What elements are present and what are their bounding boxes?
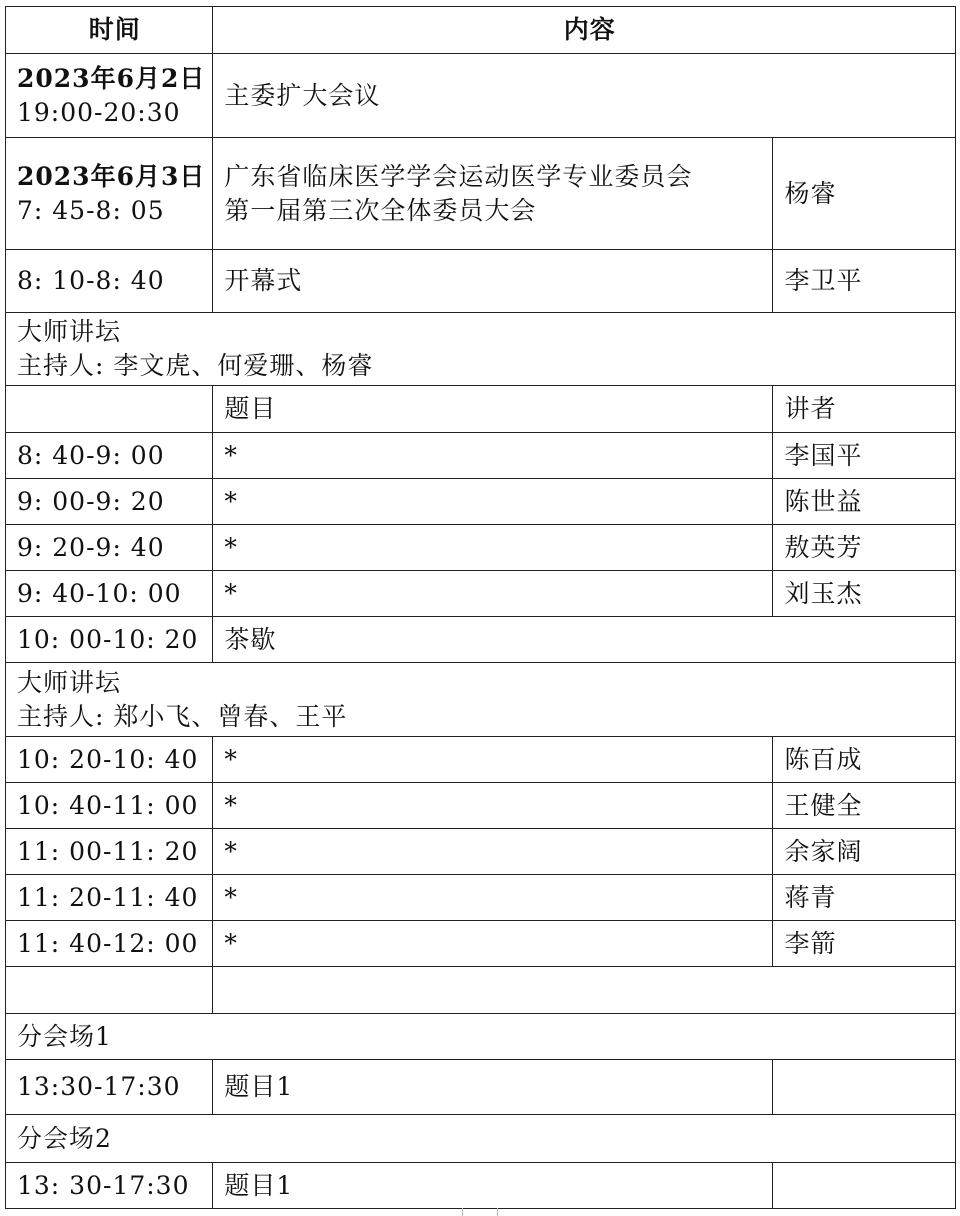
table-row bbox=[6, 54, 956, 138]
title-line: 第一届第三次全体委员大会 bbox=[224, 195, 537, 225]
spacer-row bbox=[6, 967, 956, 1014]
table-row bbox=[6, 737, 956, 783]
empty-cell bbox=[6, 386, 213, 433]
topic-cell: * bbox=[213, 921, 773, 967]
section-row bbox=[6, 663, 956, 737]
date-text: 2023年6月3日 bbox=[17, 161, 206, 191]
table-row bbox=[6, 1163, 956, 1209]
page-edge-mark bbox=[462, 1208, 463, 1216]
section-title: 大师讲坛 bbox=[17, 317, 122, 346]
time-cell: 11: 40-12: 00 bbox=[6, 921, 213, 967]
page-edge-mark bbox=[497, 1208, 498, 1216]
break-label: 茶歇 bbox=[213, 617, 956, 663]
table-row bbox=[6, 479, 956, 525]
speaker-cell: 李箭 bbox=[773, 921, 956, 967]
time-cell: 10: 20-10: 40 bbox=[6, 737, 213, 783]
table-row bbox=[6, 433, 956, 479]
table-row bbox=[6, 921, 956, 967]
topic-cell: * bbox=[213, 479, 773, 525]
topic-cell: * bbox=[213, 571, 773, 617]
header-time: 时间 bbox=[6, 7, 213, 54]
content-cell: 主委扩大会议 bbox=[213, 54, 956, 138]
time-cell: 9: 40-10: 00 bbox=[6, 571, 213, 617]
content-cell bbox=[213, 138, 773, 250]
speaker-cell: 蒋青 bbox=[773, 875, 956, 921]
branch-title: 分会场1 bbox=[6, 1014, 956, 1060]
time-cell bbox=[6, 54, 213, 138]
branch-row bbox=[6, 1014, 956, 1060]
topic-header: 题目 bbox=[213, 386, 773, 433]
table-row bbox=[6, 875, 956, 921]
time-cell: 13: 30-17:30 bbox=[6, 1163, 213, 1209]
schedule-table bbox=[5, 6, 956, 1209]
branch-row bbox=[6, 1115, 956, 1163]
time-cell: 13:30-17:30 bbox=[6, 1060, 213, 1115]
topic-cell: * bbox=[213, 875, 773, 921]
table-row bbox=[6, 525, 956, 571]
time-cell: 8: 10-8: 40 bbox=[6, 250, 213, 313]
topic-cell: * bbox=[213, 525, 773, 571]
table-row bbox=[6, 829, 956, 875]
time-cell: 10: 00-10: 20 bbox=[6, 617, 213, 663]
table-row bbox=[6, 783, 956, 829]
subheader-row bbox=[6, 386, 956, 433]
speaker-cell: 杨睿 bbox=[773, 138, 956, 250]
topic-cell: 题目1 bbox=[213, 1060, 773, 1115]
topic-cell: * bbox=[213, 433, 773, 479]
topic-cell: 题目1 bbox=[213, 1163, 773, 1209]
section-cell bbox=[6, 313, 956, 386]
time-text: 7: 45-8: 05 bbox=[17, 195, 165, 225]
time-cell: 10: 40-11: 00 bbox=[6, 783, 213, 829]
section-row bbox=[6, 313, 956, 386]
speaker-header: 讲者 bbox=[773, 386, 956, 433]
topic-cell: * bbox=[213, 829, 773, 875]
section-hosts: 主持人: 李文虎、何爱珊、杨睿 bbox=[17, 351, 374, 380]
time-cell: 11: 00-11: 20 bbox=[6, 829, 213, 875]
time-cell: 11: 20-11: 40 bbox=[6, 875, 213, 921]
speaker-cell: 陈百成 bbox=[773, 737, 956, 783]
header-row bbox=[6, 7, 956, 54]
content-cell: 开幕式 bbox=[213, 250, 773, 313]
table-row bbox=[6, 1060, 956, 1115]
break-row bbox=[6, 617, 956, 663]
time-cell bbox=[6, 138, 213, 250]
branch-title: 分会场2 bbox=[6, 1115, 956, 1163]
date-text: 2023年6月2日 bbox=[17, 63, 206, 93]
speaker-cell: 李国平 bbox=[773, 433, 956, 479]
section-title: 大师讲坛 bbox=[17, 667, 122, 697]
speaker-cell: 陈世益 bbox=[773, 479, 956, 525]
time-cell: 8: 40-9: 00 bbox=[6, 433, 213, 479]
title-line: 广东省临床医学学会运动医学专业委员会 bbox=[224, 161, 693, 191]
speaker-cell: 刘玉杰 bbox=[773, 571, 956, 617]
speaker-cell: 王健全 bbox=[773, 783, 956, 829]
table-row bbox=[6, 250, 956, 313]
speaker-cell: 李卫平 bbox=[773, 250, 956, 313]
time-cell: 9: 20-9: 40 bbox=[6, 525, 213, 571]
time-cell: 9: 00-9: 20 bbox=[6, 479, 213, 525]
table-row bbox=[6, 138, 956, 250]
topic-cell: * bbox=[213, 783, 773, 829]
header-content: 内容 bbox=[213, 7, 956, 54]
topic-cell: * bbox=[213, 737, 773, 783]
empty-cell bbox=[6, 967, 213, 1014]
time-text: 19:00-20:30 bbox=[17, 97, 181, 127]
empty-cell bbox=[213, 967, 956, 1014]
speaker-cell bbox=[773, 1060, 956, 1115]
speaker-cell: 敖英芳 bbox=[773, 525, 956, 571]
speaker-cell bbox=[773, 1163, 956, 1209]
section-cell bbox=[6, 663, 956, 737]
section-hosts: 主持人: 郑小飞、曾春、王平 bbox=[17, 701, 348, 731]
speaker-cell: 余家阔 bbox=[773, 829, 956, 875]
table-row bbox=[6, 571, 956, 617]
